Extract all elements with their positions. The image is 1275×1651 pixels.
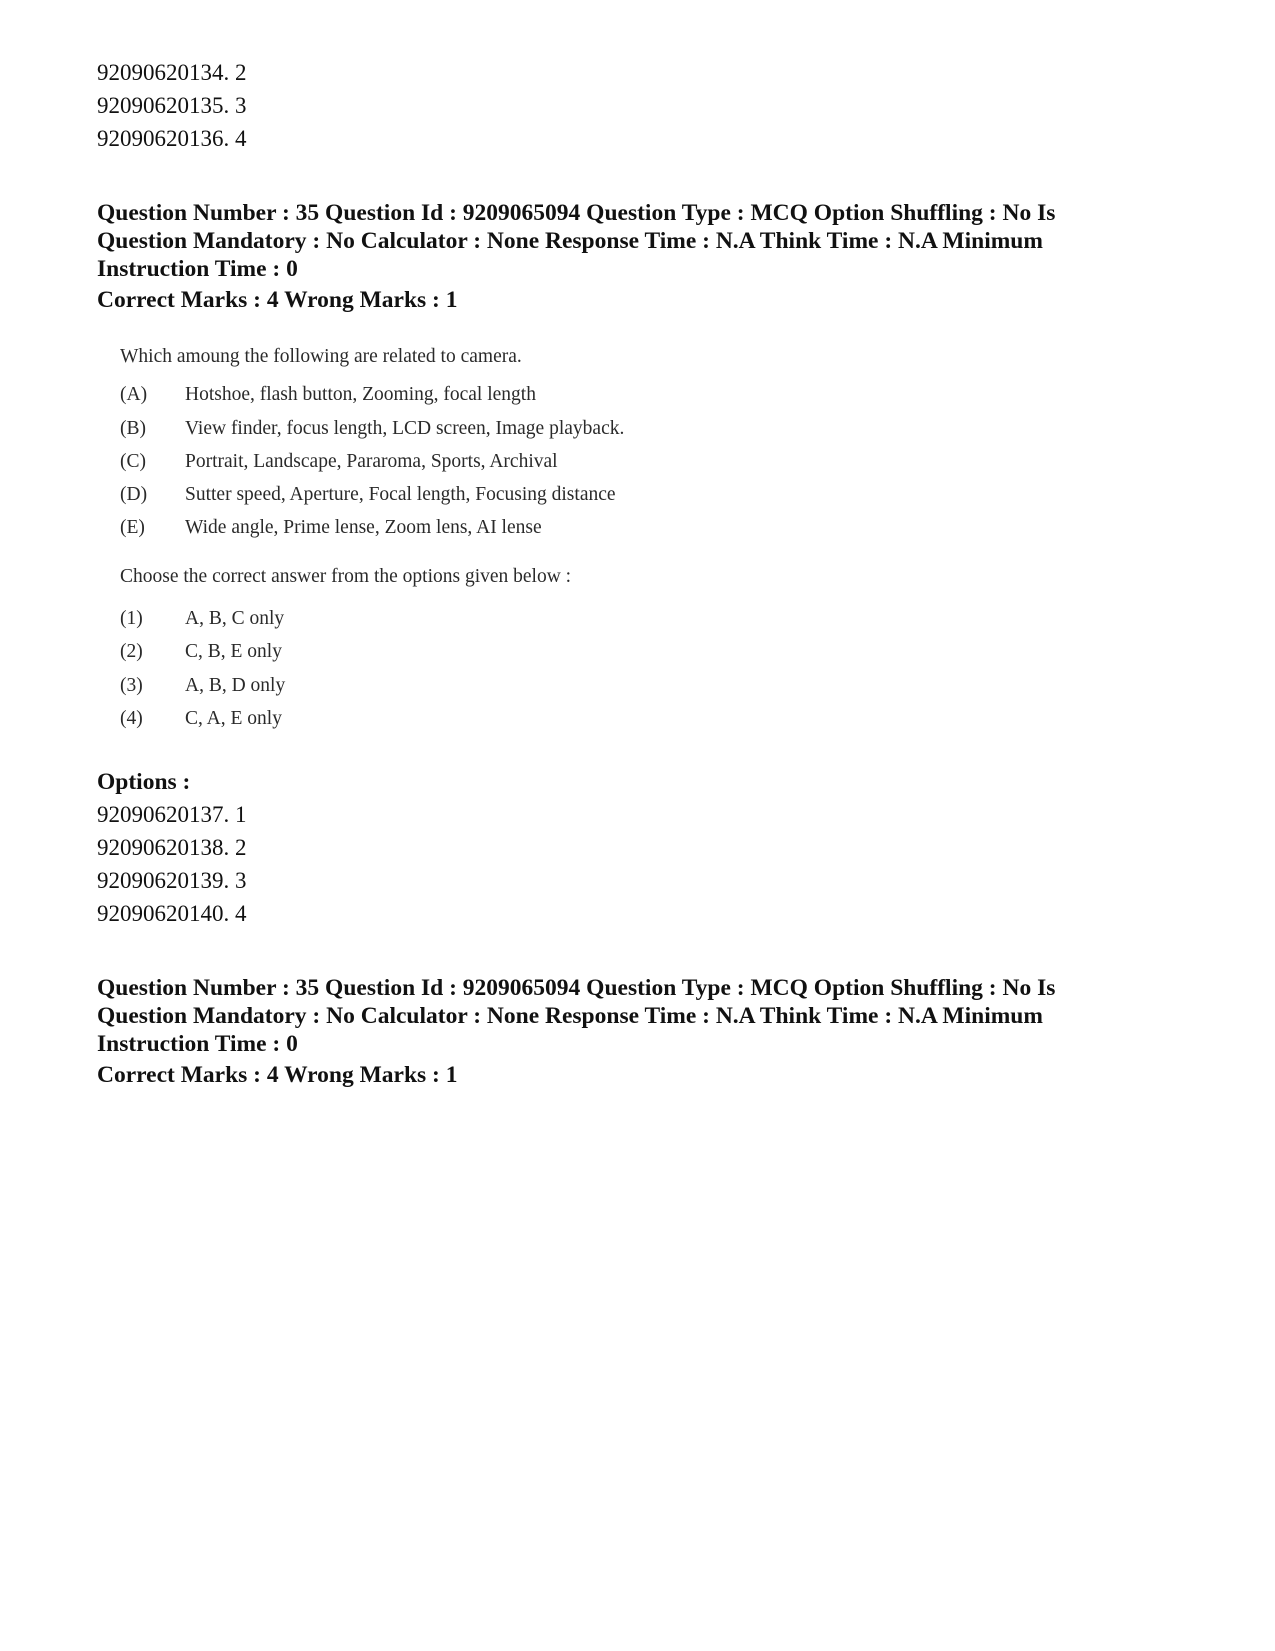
statement-c-text: Portrait, Landscape, Pararoma, Sports, Archival [185, 451, 558, 472]
prev-option-3: 92090620136. 4 [97, 126, 247, 151]
question-header-2-line2: Question Mandatory : No Calculator : None Response Time : N.A Think Time : N.A Minimum [97, 1003, 1043, 1029]
answer-choice-2-text: C, B, E only [185, 641, 282, 662]
question-image [117, 346, 737, 766]
options-title: Options : [97, 769, 191, 795]
statement-b [120, 418, 624, 440]
question-header-2-line3: Instruction Time : 0 [97, 1031, 298, 1057]
statement-a [120, 384, 536, 406]
statement-c [120, 451, 558, 473]
statement-d [120, 484, 616, 506]
statement-e-label: (E) [120, 517, 145, 538]
prev-option-2: 92090620135. 3 [97, 93, 247, 118]
answer-choice-4-text: C, A, E only [185, 708, 282, 729]
statement-c-label: (C) [120, 451, 146, 472]
statement-a-text: Hotshoe, flash button, Zooming, focal length [185, 384, 536, 405]
question-header-1-line2: Question Mandatory : No Calculator : None Response Time : N.A Think Time : N.A Minimum [97, 228, 1043, 254]
question-header-2-line1: Question Number : 35 Question Id : 9209065094 Question Type : MCQ Option Shuffling : No Is [97, 975, 1056, 1001]
answer-choice-3-label: (3) [120, 675, 143, 696]
statement-a-label: (A) [120, 384, 148, 405]
statement-b-text: View finder, focus length, LCD screen, Image playback. [185, 418, 625, 439]
answer-choice-4-label: (4) [120, 708, 143, 729]
statement-b-label: (B) [120, 418, 146, 439]
answer-choice-1-label: (1) [120, 608, 143, 629]
statement-e [120, 517, 542, 539]
question-header-2 [97, 974, 1207, 1058]
prev-option-1: 92090620134. 2 [97, 60, 247, 85]
statement-d-label: (D) [120, 484, 148, 505]
statement-d-text: Sutter speed, Aperture, Focal length, Focusing distance [185, 484, 616, 505]
option-4: 92090620140. 4 [97, 901, 247, 926]
option-2: 92090620138. 2 [97, 835, 247, 860]
answer-choice-2 [120, 641, 282, 663]
choose-instruction: Choose the correct answer from the options given below : [120, 566, 572, 587]
answer-choice-1 [120, 608, 284, 630]
question-header-1-line3: Instruction Time : 0 [97, 256, 298, 282]
option-1: 92090620137. 1 [97, 802, 247, 827]
answer-choice-1-text: A, B, C only [185, 608, 285, 629]
question-marks-2: Correct Marks : 4 Wrong Marks : 1 [97, 1062, 458, 1088]
answer-choice-2-label: (2) [120, 641, 143, 662]
option-3: 92090620139. 3 [97, 868, 247, 893]
question-marks-1: Correct Marks : 4 Wrong Marks : 1 [97, 287, 458, 313]
question-header-1-line1: Question Number : 35 Question Id : 9209065094 Question Type : MCQ Option Shuffling : No Is [97, 200, 1056, 226]
question-stem: Which amoung the following are related to camera. [120, 346, 522, 367]
answer-choice-3 [120, 675, 285, 697]
answer-choice-4 [120, 708, 282, 730]
question-header-1 [97, 199, 1207, 283]
answer-choice-3-text: A, B, D only [185, 675, 286, 696]
statement-e-text: Wide angle, Prime lense, Zoom lens, AI lense [185, 517, 542, 538]
